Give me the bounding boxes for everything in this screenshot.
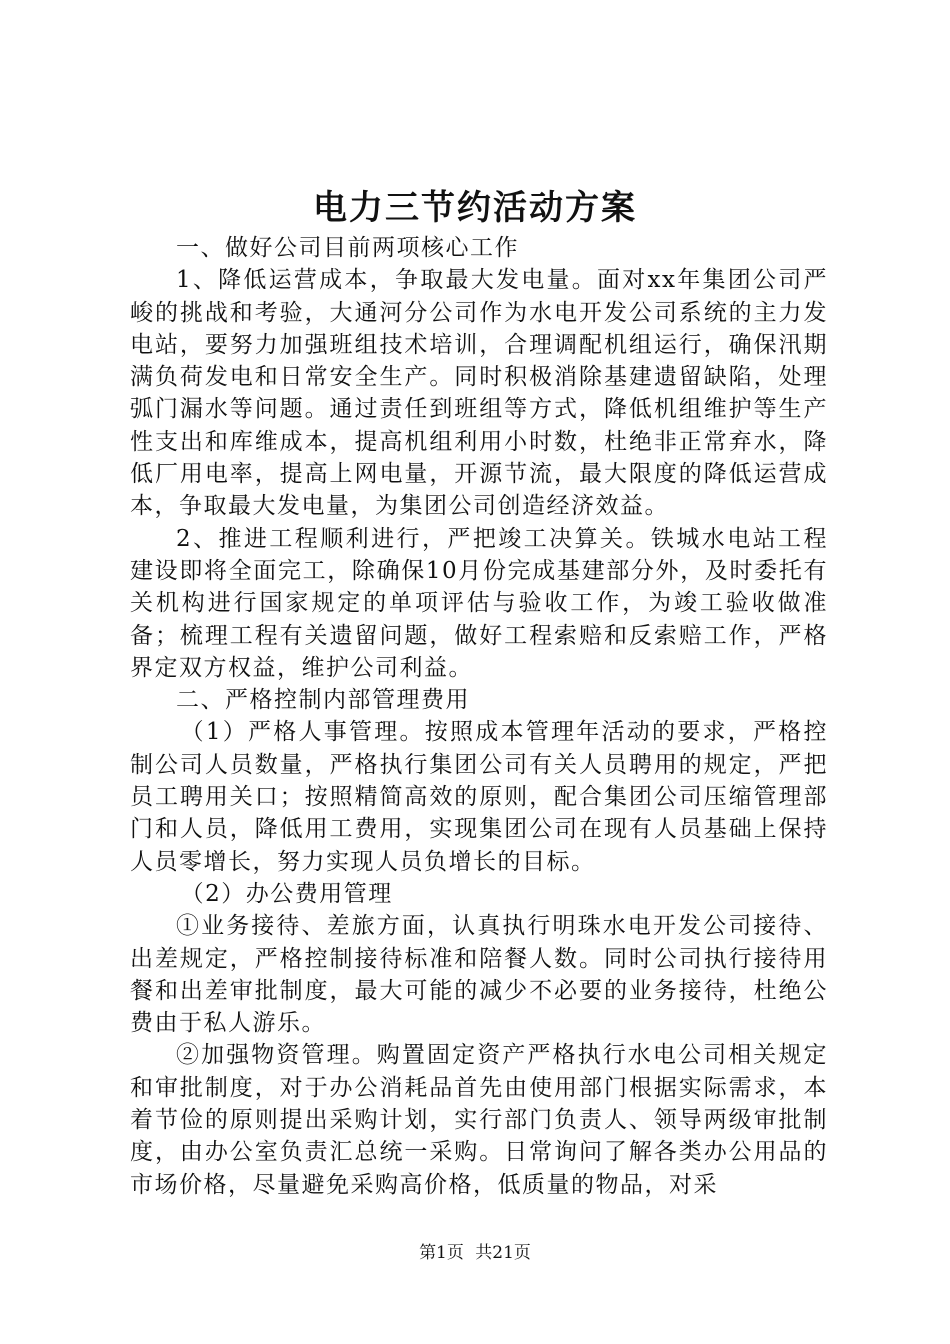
document-title: 电力三节约活动方案 <box>313 188 637 228</box>
paragraph-2: 2、推进工程顺利进行，严把竣工决算关。铁城水电站工程建设即将全面完工，除确保10月份完成基建部分外，及时委托有关机构进行国家规定的单项评估与验收工作，为竣工验收做准备；梳理工程有关遗留问题，做好工程索赔和反索赔工作，严格界定双方权益，维护公司利益。 <box>130 525 828 681</box>
document-body <box>130 232 828 1201</box>
paragraph-4: ①业务接待、差旅方面，认真执行明珠水电开发公司接待、出差规定，严格控制接待标准和陪餐人数。同时公司执行接待用餐和出差审批制度，最大可能的减少不必要的业务接待，杜绝公费由于私人游乐。 <box>130 913 828 1037</box>
page-number: 第1页 <box>419 1243 464 1263</box>
page-footer <box>0 1241 950 1265</box>
paragraph-1: 1、降低运营成本，争取最大发电量。面对xx年集团公司严峻的挑战和考验，大通河分公司作为水电开发公司系统的主力发电站，要努力加强班组技术培训，合理调配机组运行，确保汛期满负荷发电和日常安全生产。同时积极消除基建遗留缺陷，处理弧门漏水等问题。通过责任到班组等方式，降低机组维护等生产性支出和库维成本，提高机组利用小时数，杜绝非正常弃水，降低厂用电率，提高上网电量，开源节流，最大限度的降低运营成本，争取最大发电量，为集团公司创造经济效益。 <box>130 267 828 520</box>
subheading-office-costs: （2）办公费用管理 <box>180 880 393 907</box>
paragraph-5: ②加强物资管理。购置固定资产严格执行水电公司相关规定和审批制度，对于办公消耗品首先由使用部门根据实际需求，本着节俭的原则提出采购计划，实行部门负责人、领导两级审批制度，由办公室负责汇总统一采购。日常询问了解各类办公用品的市场价格，尽量避免采购高价格，低质量的物品，对采 <box>130 1042 828 1198</box>
paragraph-3: （1）严格人事管理。按照成本管理年活动的要求，严格控制公司人员数量，严格执行集团公司有关人员聘用的规定，严把员工聘用关口；按照精简高效的原则，配合集团公司压缩管理部门和人员，降低用工费用，实现集团公司在现有人员基础上保持人员零增长，努力实现人员负增长的目标。 <box>130 719 828 875</box>
section-heading-1: 一、做好公司目前两项核心工作 <box>176 235 519 261</box>
section-heading-2: 二、严格控制内部管理费用 <box>176 687 470 714</box>
page-total: 共21页 <box>475 1243 531 1263</box>
